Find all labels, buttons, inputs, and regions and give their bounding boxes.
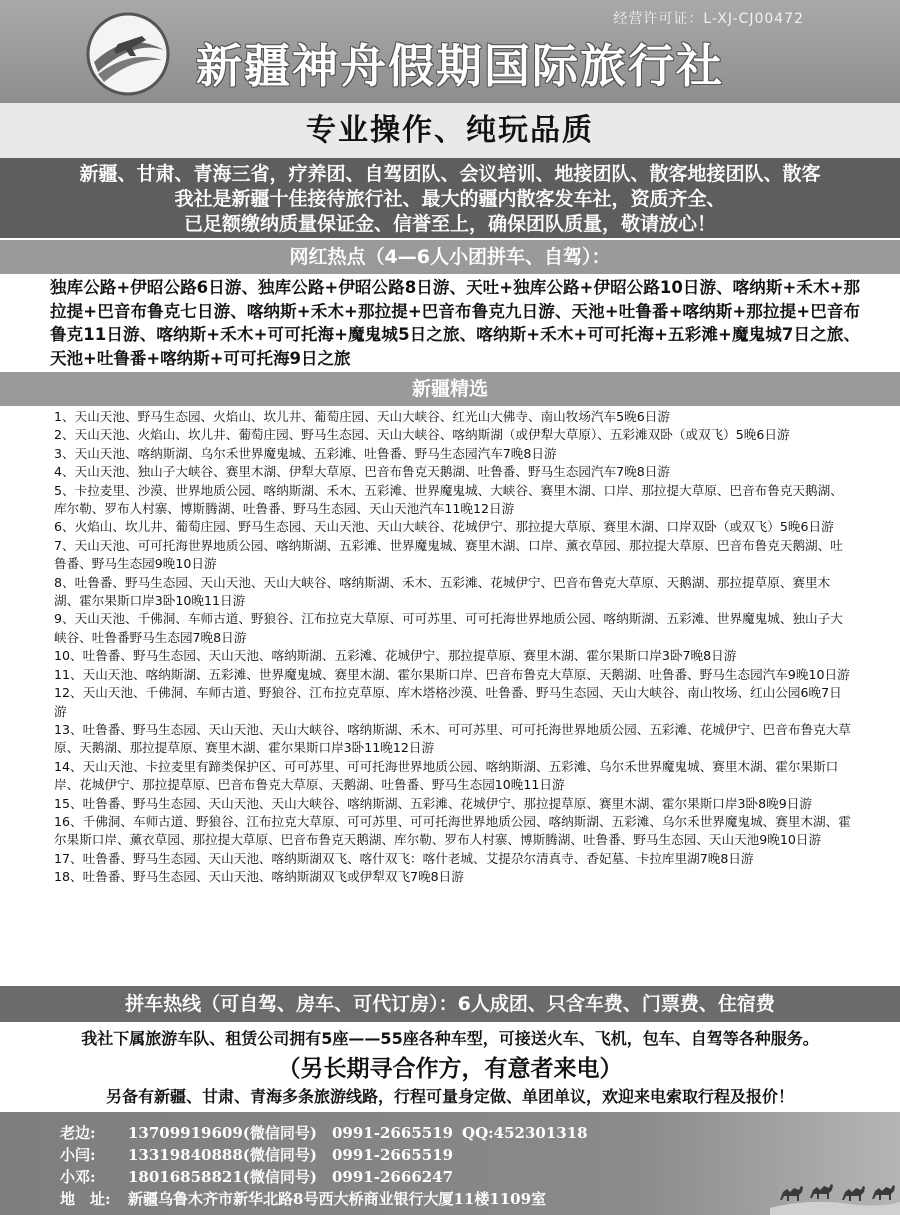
contact-name: 小邓: bbox=[60, 1168, 96, 1186]
address-row bbox=[60, 1188, 546, 1209]
route-item: 13、吐鲁番、野马生态园、天山天池、天山大峡谷、喀纳斯湖、禾木、可可苏里、可可托海世界地质公园、五彩滩、花城伊宁、巴音布鲁克大草原、天鹅湖、那拉提草原、赛里木湖、霍尔果斯口岸3卧11晚12日游 bbox=[54, 721, 851, 756]
contact-qq: QQ:452301318 bbox=[462, 1124, 588, 1142]
contact-mobile[interactable]: 18016858821(微信同号) bbox=[128, 1168, 318, 1186]
route-item: 9、天山天池、千佛洞、车师古道、野狼谷、江布拉克大草原、可可苏里、可可托海世界地质公园、喀纳斯湖、五彩滩、世界魔鬼城、独山子大峡谷、吐鲁番野马生态园7晚8日游 bbox=[54, 611, 843, 645]
route-item: 6、火焰山、坎儿井、葡萄庄园、野马生态园、天山天池、天山大峡谷、花城伊宁、那拉提大草原、赛里木湖、口岸双卧（或双飞）5晚6日游 bbox=[54, 519, 834, 535]
business-license: 经营许可证：L-XJ-CJ00472 bbox=[613, 11, 804, 27]
route-item: 7、天山天池、可可托海世界地质公园、喀纳斯湖、五彩滩、世界魔鬼城、赛里木湖、口岸、薰衣草园、那拉提大草原、巴音布鲁克天鹅湖、吐鲁番、野马生态园9晚10日游 bbox=[54, 537, 843, 572]
hot-spots-title: 网红热点（4—6人小团拼车、自驾）： bbox=[0, 240, 900, 274]
route-item: 10、吐鲁番、野马生态园、天山天池、喀纳斯湖、五彩滩、花城伊宁、那拉提草原、赛里木湖、霍尔果斯口岸3卧7晚8日游 bbox=[54, 648, 737, 664]
address-label: 地 址: bbox=[60, 1190, 111, 1208]
intro-line: 已足额缴纳质量保证金、信誉至上，确保团队质量，敬请放心！ bbox=[183, 213, 716, 235]
header-banner bbox=[0, 0, 900, 103]
route-item: 8、吐鲁番、野马生态园、天山天池、天山大峡谷、喀纳斯湖、禾木、五彩滩、花城伊宁、巴音布鲁克大草原、天鹅湖、那拉提草原、赛里木湖、霍尔果斯口岸3卧10晚11日游 bbox=[54, 574, 831, 609]
contact-row bbox=[60, 1122, 588, 1143]
hot-spots-text: 独库公路+伊昭公路6日游、独库公路+伊昭公路8日游、天吐+独库公路+伊昭公路10日游、喀纳斯+禾木+那拉提+巴音布鲁克七日游、喀纳斯+禾木+那拉提+巴音布鲁克九日游、天池+吐鲁番+喀纳斯+那拉提+巴音布鲁克11日游、喀纳斯+禾木+可可托海+魔鬼城5日之旅、喀纳斯+禾木+可可托海+五彩滩+魔鬼城7日之旅、天池+吐鲁番+喀纳斯+可可托海9日之旅 bbox=[50, 278, 860, 368]
company-logo-icon bbox=[84, 10, 172, 98]
intro-line: 新疆、甘肃、青海三省，疗养团、自驾团队、会议培训、地接团队、散客地接团队、散客 bbox=[79, 163, 821, 185]
contact-row bbox=[60, 1144, 462, 1165]
partner-call: （另长期寻合作方，有意者来电） bbox=[277, 1056, 623, 1082]
contact-row bbox=[60, 1166, 462, 1187]
route-item: 12、天山天池、千佛洞、车师古道、野狼谷、江布拉克草原、库木塔格沙漠、吐鲁番、野马生态园、天山大峡谷、南山牧场、红山公园6晚7日游 bbox=[54, 685, 842, 719]
contact-mobile[interactable]: 13319840888(微信同号) bbox=[128, 1146, 318, 1164]
route-item: 18、吐鲁番、野马生态园、天山天池、喀纳斯湖双飞或伊犁双飞7晚8日游 bbox=[54, 869, 464, 885]
contact-phone[interactable]: 0991-2665519 bbox=[332, 1124, 454, 1142]
contact-mobile[interactable]: 13709919609(微信同号) bbox=[128, 1124, 318, 1142]
route-item: 16、千佛洞、车师古道、野狼谷、江布拉克大草原、可可苏里、可可托海世界地质公园、喀纳斯湖、五彩滩、乌尔禾世界魔鬼城、赛里木湖、霍尔果斯口岸、薰衣草园、那拉提大草原、巴音布鲁克天鹅湖、库尔勒、罗布人村寨、博斯腾湖、吐鲁番、野马生态园、天山天池9晚10日游 bbox=[54, 813, 851, 848]
contact-phone[interactable]: 0991-2666247 bbox=[332, 1168, 454, 1186]
route-item: 4、天山天池、独山子大峡谷、赛里木湖、伊犁大草原、巴音布鲁克天鹅湖、吐鲁番、野马生态园汽车7晚8日游 bbox=[54, 464, 670, 480]
contact-name: 小闫: bbox=[60, 1146, 96, 1164]
route-item: 15、吐鲁番、野马生态园、天山天池、天山大峡谷、喀纳斯湖、五彩滩、花城伊宁、那拉提草原、赛里木湖、霍尔果斯口岸3卧8晚9日游 bbox=[54, 795, 812, 811]
fleet-info: 我社下属旅游车队、租赁公司拥有5座——55座各种车型，可接送火车、飞机，包车、自驾等各种服务。 bbox=[81, 1029, 819, 1048]
camel-caravan-icon bbox=[770, 1150, 900, 1215]
address-value: 新疆乌鲁木齐市新华北路8号西大桥商业银行大厦11楼1109室 bbox=[128, 1190, 547, 1208]
route-item: 14、天山天池、卡拉麦里有蹄类保护区、可可苏里、可可托海世界地质公园、喀纳斯湖、五彩滩、乌尔禾世界魔鬼城、赛里木湖、霍尔果斯口岸、花城伊宁、那拉提草原、巴音布鲁克大草原、天鹅湖、吐鲁番、野马生态园10晚11日游 bbox=[54, 758, 839, 793]
slogan: 专业操作、纯玩品质 bbox=[306, 113, 594, 148]
route-item: 2、天山天池、火焰山、坎儿井、葡萄庄园、野马生态园、天山大峡谷、喀纳斯湖（或伊犁大草原）、五彩滩双卧（或双飞）5晚6日游 bbox=[54, 427, 790, 443]
route-item: 3、天山天池、喀纳斯湖、乌尔禾世界魔鬼城、五彩滩、吐鲁番、野马生态园汽车7晚8日游 bbox=[54, 445, 557, 461]
company-name: 新疆神舟假期国际旅行社 bbox=[196, 39, 724, 93]
contact-phone[interactable]: 0991-2665519 bbox=[332, 1146, 454, 1164]
contact-name: 老边: bbox=[60, 1124, 96, 1142]
intro-line: 我社是新疆十佳接待旅行社、最大的疆内散客发车社，资质齐全、 bbox=[174, 188, 726, 210]
intro-block bbox=[0, 158, 900, 238]
route-item: 11、天山天池、喀纳斯湖、五彩滩、世界魔鬼城、赛里木湖、霍尔果斯口岸、巴音布鲁克大草原、天鹅湖、吐鲁番、野马生态园汽车9晚10日游 bbox=[54, 666, 850, 682]
route-item: 1、天山天池、野马生态园、火焰山、坎儿井、葡萄庄园、天山大峡谷、红光山大佛寺、南山牧场汽车5晚6日游 bbox=[54, 409, 670, 424]
route-item: 5、卡拉麦里、沙漠、世界地质公园、喀纳斯湖、禾木、五彩滩、世界魔鬼城、大峡谷、赛里木湖、口岸、那拉提大草原、巴音布鲁克天鹅湖、库尔勒、罗布人村寨、博斯腾湖、吐鲁番、野马生态园、天山天池汽车11晚12日游 bbox=[54, 482, 843, 517]
carpool-hotline: 拼车热线（可自驾、房车、可代订房）：6人成团、只含车费、门票费、住宿费 bbox=[0, 986, 900, 1022]
contact-panel bbox=[0, 1112, 900, 1215]
route-list bbox=[54, 408, 854, 887]
route-item: 17、吐鲁番、野马生态园、天山天池、喀纳斯湖双飞、喀什双飞：喀什老城、艾提尕尔清真寺、香妃墓、卡拉库里湖7晚8日游 bbox=[54, 850, 754, 866]
selection-title: 新疆精选 bbox=[0, 372, 900, 406]
more-routes-info: 另备有新疆、甘肃、青海多条旅游线路，行程可量身定做、单团单议，欢迎来电索取行程及报价！ bbox=[105, 1087, 794, 1106]
slogan-band bbox=[0, 103, 900, 158]
